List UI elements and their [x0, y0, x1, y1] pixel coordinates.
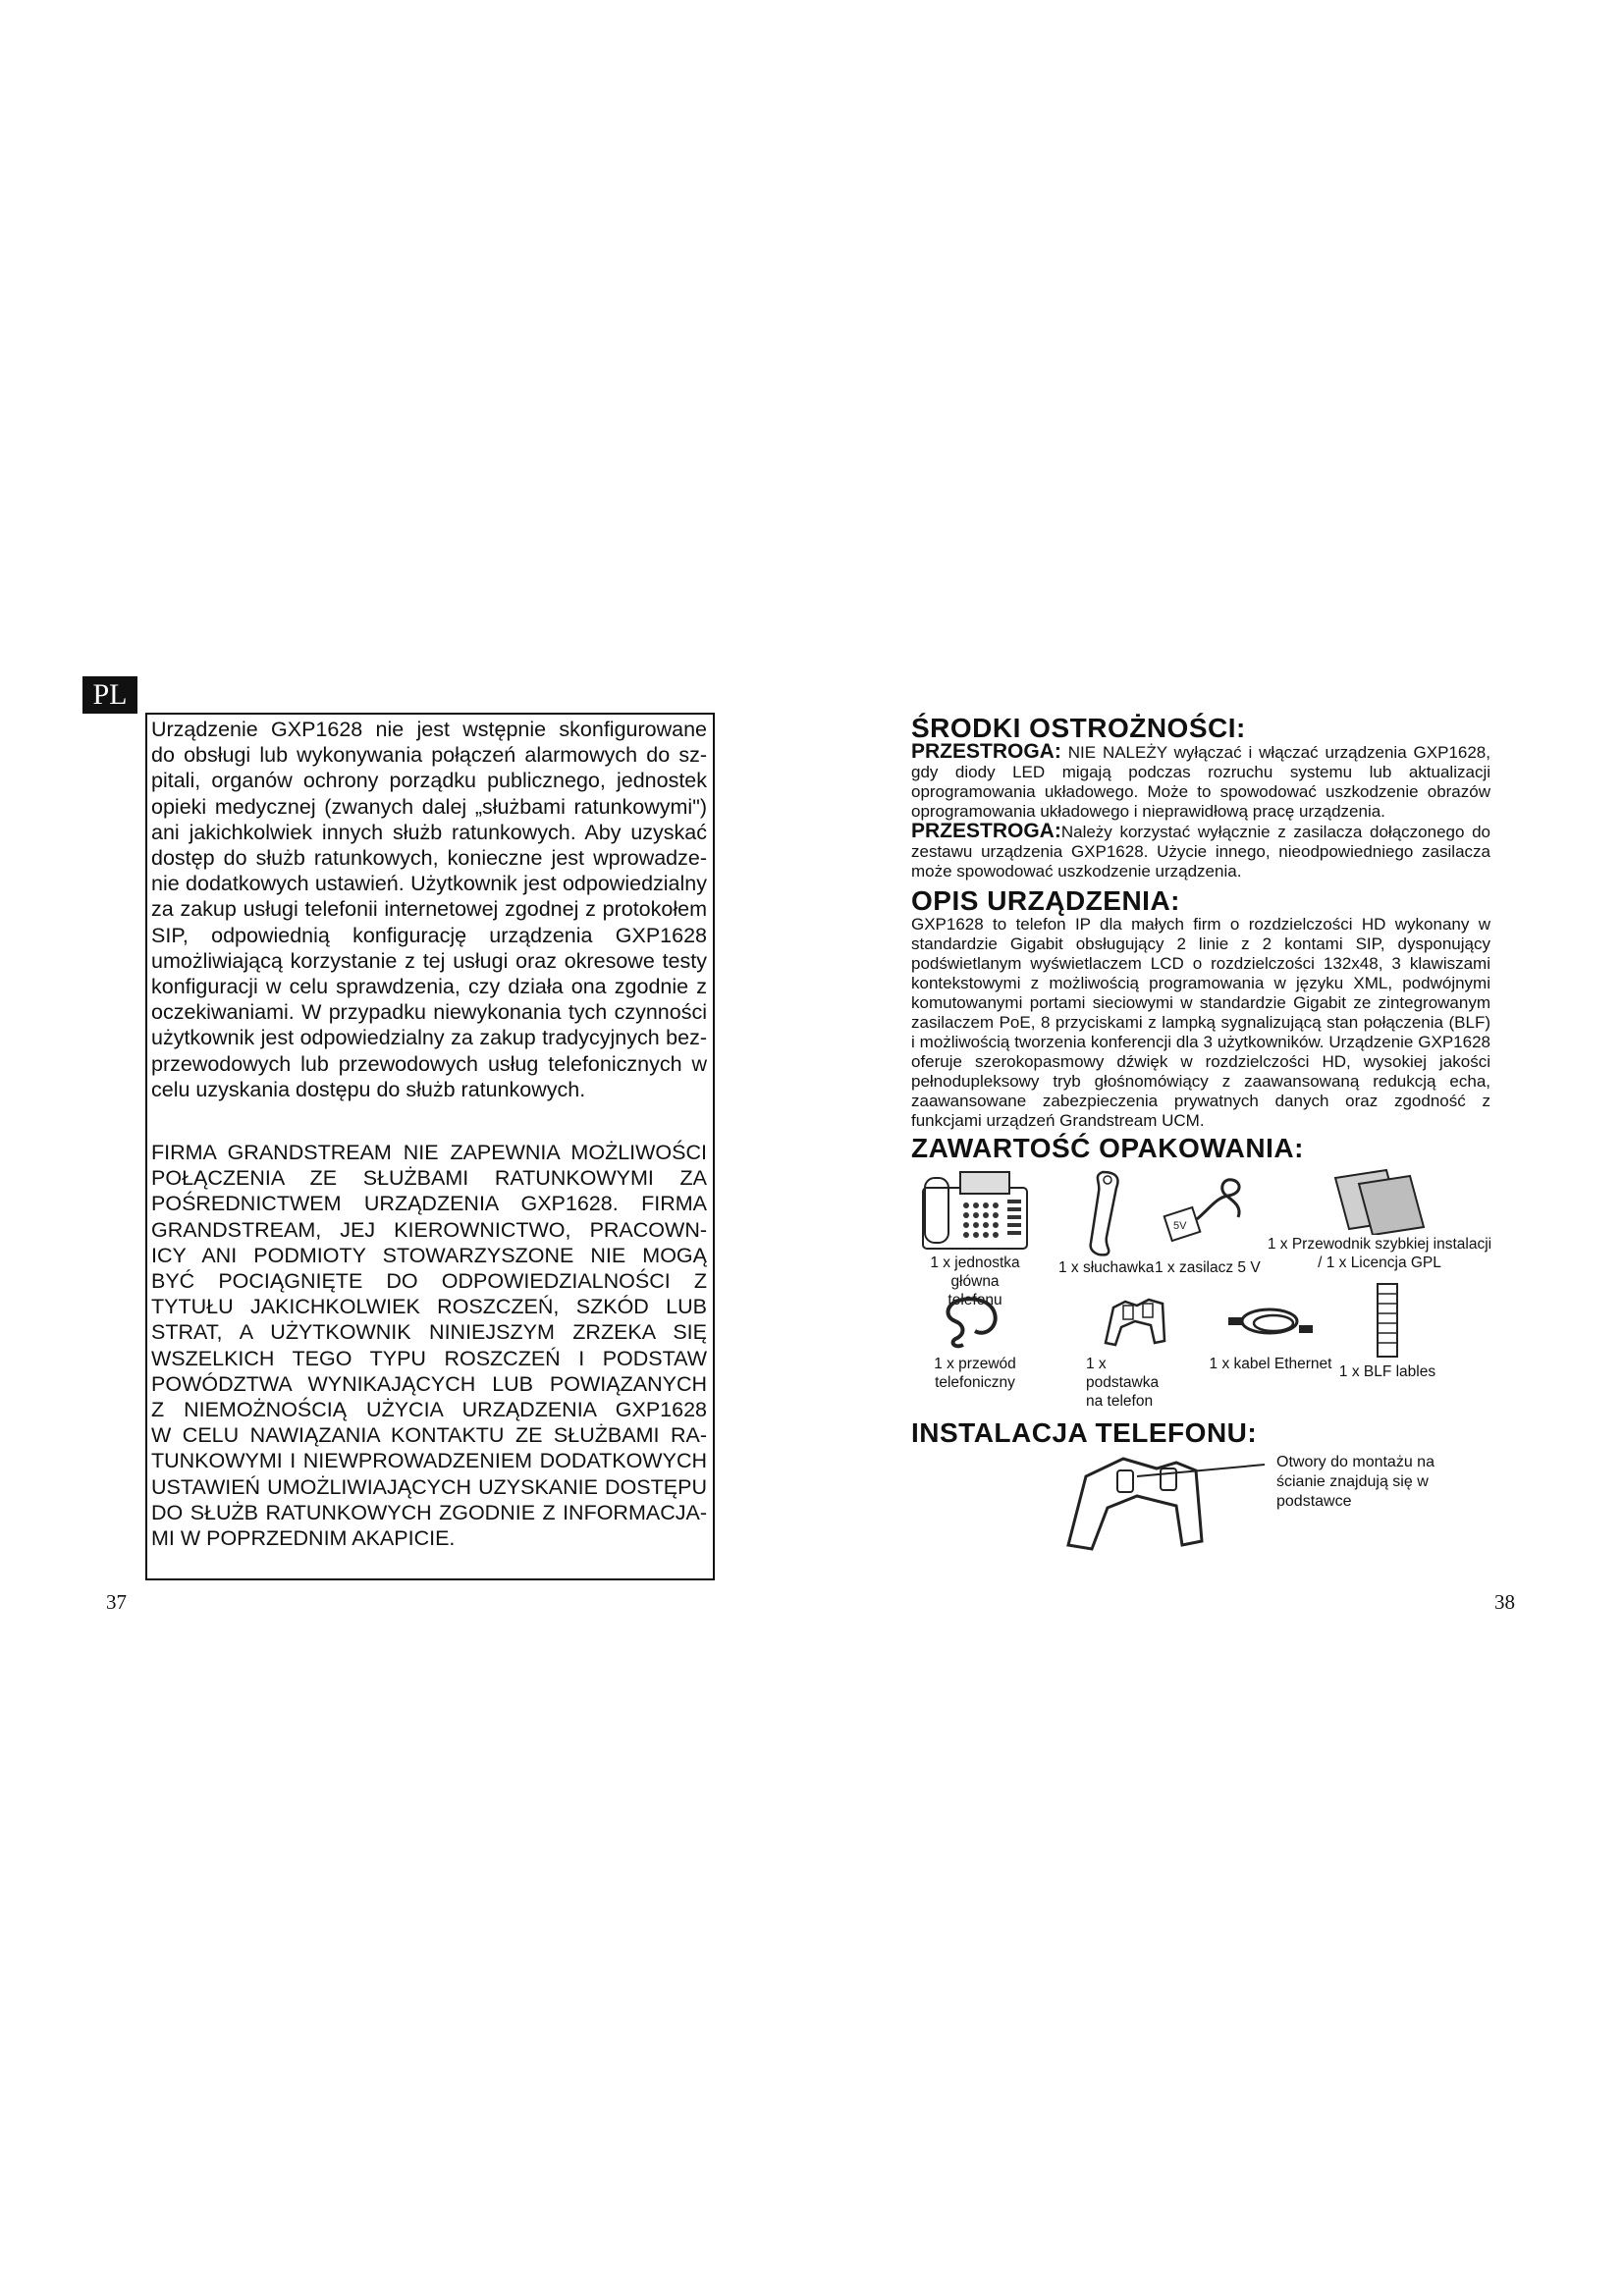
caution-text: NIE NALEŻY wyłączać i włączać urządzenia GXP1628, gdy diody LED migają podczas rozruchu systemu lub aktualizacji oprogramowania układowego. Może to spowodować uszkodzenie obrazów oprogramowania układowego i nieprawidłową pracę urządzenia. [911, 743, 1490, 821]
package-item-label: 1 x BLF lables [1338, 1363, 1436, 1380]
warning-line: POŁĄCZENIA ZE SŁUŻBAMI RATUNKOWYMI ZA [151, 1166, 707, 1191]
emergency-intro-paragraph [151, 717, 707, 1102]
language-badge: PL [82, 676, 137, 714]
description-title: OPIS URZĄDZENIA: [911, 885, 1180, 916]
intro-line: przewodowych lub przewodowych usług telefonicznych w [151, 1051, 707, 1076]
intro-line: ani jakichkolwiek innych służb ratunkowych. Aby uzyskać [151, 820, 707, 844]
page-number-right: 38 [1494, 1590, 1515, 1614]
package-item-handset [1058, 1168, 1155, 1277]
package-item-label: 1 x przewód telefoniczny [934, 1356, 1016, 1391]
package-item-phone-cord [911, 1292, 1039, 1392]
intro-line: umożliwiającą korzystanie z tej usługi oraz okresowe testy [151, 948, 707, 973]
intro-line: opieki medycznej (zwanych dalej „służbami ratunkowymi") [151, 794, 707, 819]
power-adapter-label: 5V [1173, 1220, 1187, 1232]
caution-label: PRZESTROGA: [911, 740, 1061, 763]
intro-line: SIP, odpowiednią konfigurację urządzenia GXP1628 [151, 923, 707, 947]
warning-line: GRANDSTREAM, JEJ KIEROWNICTWO, PRACOWN- [151, 1217, 707, 1242]
install-note: Otwory do montażu na ścianie znajdują się w podstawce [1276, 1454, 1435, 1510]
warning-line: TUNKOWYMI I NIEWPROWADZENIEM DODATKOWYCH [151, 1449, 707, 1473]
package-item-quick-guide [1267, 1168, 1492, 1272]
intro-line: nie dodatkowych ustawień. Użytkownik jest odpowiedzialny [151, 872, 707, 896]
warning-line: FIRMA GRANDSTREAM NIE ZAPEWNIA MOŻLIWOŚCI [151, 1141, 707, 1165]
package-contents [911, 1168, 1490, 1414]
package-item-power-supply [1155, 1168, 1261, 1277]
caution-paragraph-2 [911, 822, 1490, 881]
document-icon [1326, 1168, 1434, 1235]
package-item-blf-labels [1324, 1282, 1451, 1381]
warning-line: POŚREDNICTWEM URZĄDZENIA GXP1628. FIRMA [151, 1192, 707, 1216]
intro-line: do obsługi lub wykonywania połączeń alarmowych do sz- [151, 743, 707, 768]
install-section [911, 1447, 1490, 1565]
warning-line: TYTUŁU JAKICHKOLWIEK ROSZCZEŃ, SZKÓD LUB [151, 1295, 707, 1319]
package-item-label: 1 x podstawka na telefon [1086, 1356, 1160, 1410]
intro-line: konfiguracji w celu sprawdzenia, czy działa ona zgodnie z [151, 975, 707, 999]
warning-line: W CELU NAWIĄZANIA KONTAKTU ZE SŁUŻBAMI RA- [151, 1423, 707, 1448]
package-item-ethernet-cable [1202, 1292, 1339, 1373]
warning-line: Z NIEMOŻNOŚCIĄ UŻYCIA URZĄDZENIA GXP1628 [151, 1398, 707, 1422]
package-item-label: 1 x Przewodnik szybkiej instalacji / 1 x Licencja GPL [1267, 1236, 1492, 1271]
page-number-left: 37 [106, 1590, 127, 1614]
package-item-stand [1086, 1292, 1184, 1411]
package-item-phone [911, 1168, 1039, 1309]
intro-line: pitali, organów ochrony porządku publicznego, jednostek [151, 769, 707, 793]
intro-line: dostęp do służb ratunkowych, konieczne jest wprowadze- [151, 846, 707, 871]
caution-paragraph-1 [911, 742, 1490, 822]
power-adapter-icon [1160, 1168, 1248, 1258]
emergency-warning-paragraph [151, 1140, 707, 1551]
intro-line: użytkownik jest odpowiedzialny za zakup tradycyjnych bez- [151, 1026, 707, 1050]
intro-line: celu uzyskania dostępu do służb ratunkowych. [151, 1077, 586, 1101]
warning-line: DO SŁUŻB RATUNKOWYCH ZGODNIE Z INFORMACJA- [151, 1500, 707, 1524]
package-item-label: 1 x zasilacz 5 V [1155, 1259, 1261, 1276]
warning-line: ICY ANI PODMIOTY STOWARZYSZONE NIE MOGĄ [151, 1243, 707, 1267]
package-item-label: 1 x jednostka główna telefonu [930, 1255, 1020, 1308]
warning-line: STRAT, A UŻYTKOWNIK NINIEJSZYM ZRZEKA SIĘ [151, 1320, 707, 1345]
handset-icon [1073, 1168, 1132, 1258]
emergency-notice-box [145, 713, 715, 1580]
package-title: ZAWARTOŚĆ OPAKOWANIA: [911, 1133, 1304, 1163]
package-item-label: 1 x słuchawka [1058, 1259, 1155, 1276]
blf-label-strip-icon [1368, 1282, 1407, 1361]
desk-phone-icon [921, 1168, 1029, 1252]
wall-mount-stand-icon [1029, 1447, 1265, 1555]
install-title: INSTALACJA TELEFONU: [911, 1417, 1258, 1448]
intro-line: oczekiwaniami. W przypadku niewykonania tych czynności [151, 1000, 707, 1025]
intro-line: Urządzenie GXP1628 nie jest wstępnie skonfigurowane [151, 718, 707, 741]
intro-line: za zakup usługi telefonii internetowej zgodnej z protokołem [151, 897, 707, 922]
warning-line: BYĆ POCIĄGNIĘTE DO ODPOWIEDZIALNOŚCI Z [151, 1269, 707, 1294]
caution-text: Należy korzystać wyłącznie z zasilacza dołączonego do zestawu urządzenia GXP1628. Użycie innego, nieodpowiedniego zasilacza może spowodować uszkodzenie urządzenia. [911, 823, 1490, 881]
warning-line: WSZELKICH TEGO TYPU ROSZCZEŃ I PODSTAW [151, 1346, 707, 1370]
package-item-label: 1 x kabel Ethernet [1209, 1356, 1332, 1372]
ethernet-cable-icon [1226, 1292, 1315, 1351]
precautions-title: ŚRODKI OSTROŻNOŚCI: [911, 713, 1246, 743]
warning-line: MI W POPRZEDNIM AKAPICIE. [151, 1526, 456, 1551]
right-page-content [911, 715, 1490, 1565]
description-text: GXP1628 to telefon IP dla małych firm o rozdzielczości HD wykonany w standardzie Gigabit obsługujący 2 linie z 2 kontami SIP, dysponujący podświetlanym wyświetlaczem LCD o rozdzielczości 132x48, 3 klawiszami kontekstowymi z możliwością programowania w języku XML, podwójnymi komutowanymi portami sieciowymi w standardzie Gigabit ze zintegrowanym zasilaczem PoE, 8 przyciskami z lampką sygnalizującą stan połączenia (BLF) i możliwością tworzenia konferencji dla 3 użytkowników. Urządzenie GXP1628 oferuje szerokopasmowy dźwięk w rozdzielczości HD, wysokiej jakości pełnodupleksowy tryb głośnomówiący z zaawansowaną redukcją echa, zaawansowane zabezpieczenia prywatnych danych oraz zgodność z funkcjami urządzeń Grandstream UCM. [911, 915, 1490, 1130]
phone-stand-icon [1096, 1292, 1174, 1351]
coiled-cord-icon [936, 1292, 1014, 1351]
caution-label: PRZESTROGA: [911, 820, 1061, 842]
warning-line: POWÓDZTWA WYNIKAJĄCYCH LUB POWIĄZANYCH [151, 1371, 707, 1396]
warning-line: USTAWIEŃ UMOŻLIWIAJĄCYCH UZYSKANIE DOSTĘPU [151, 1474, 707, 1499]
